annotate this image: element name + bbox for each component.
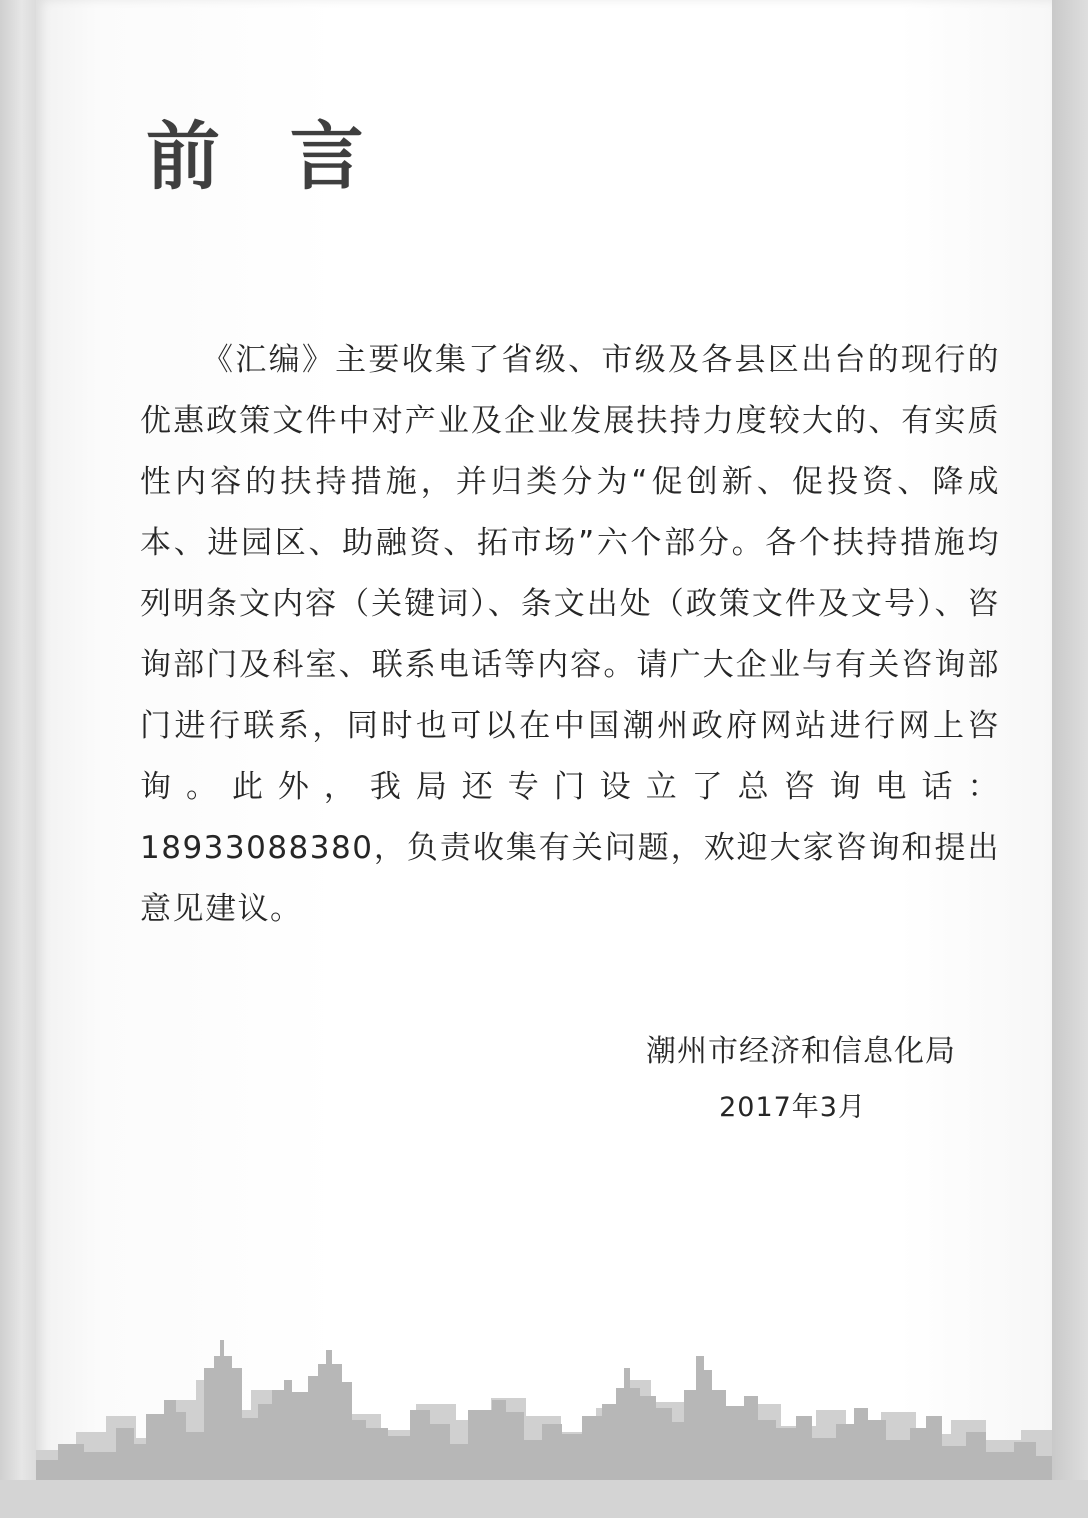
page-right-edge — [1052, 0, 1088, 1518]
document-page — [36, 0, 1052, 1480]
page-binding-edge — [0, 0, 36, 1518]
signature-organization: 潮州市经济和信息化局 — [646, 1034, 956, 1069]
page-bottom-edge — [0, 1480, 1088, 1518]
page-title: 前 言 — [146, 114, 386, 200]
signature-date: 2017年3月 — [719, 1092, 866, 1123]
city-skyline-decoration — [36, 1320, 1052, 1480]
signature-block — [646, 1030, 956, 1128]
preface-body: 《汇编》主要收集了省级、市级及各县区出台的现行的优惠政策文件中对产业及企业发展扶持力度较大的、有实质性内容的扶持措施，并归类分为“促创新、促投资、降成本、进园区、助融资、拓市场”六个部分。各个扶持措施均列明条文内容（关键词）、条文出处（政策文件及文号）、咨询部门及科室、联系电话等内容。请广大企业与有关咨询部门进行联系，同时也可以在中国潮州政府网站进行网上咨询。此外，我局还专门设立了总咨询电话：18933088380，负责收集有关问题，欢迎大家咨询和提出意见建议。 — [140, 342, 1000, 927]
